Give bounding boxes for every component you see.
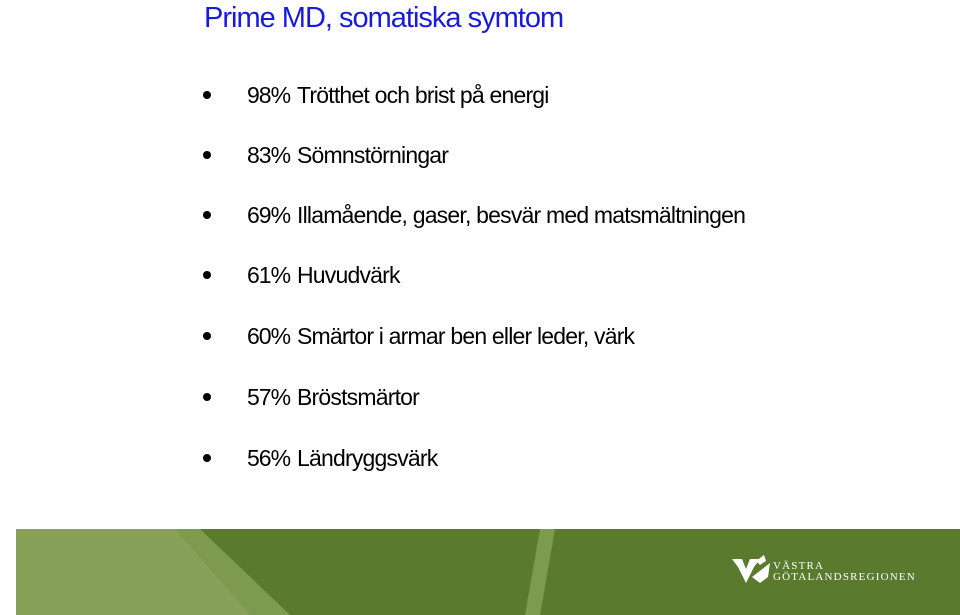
bullet-dot-icon xyxy=(203,271,211,279)
bullet-dot-icon xyxy=(203,151,211,159)
bullet-percent: 57% xyxy=(247,384,291,410)
logo-text-line2: GÖTALANDSREGIONEN xyxy=(773,571,916,583)
footer-left-panel xyxy=(0,529,16,615)
bullet-percent: 61% xyxy=(247,262,291,288)
logo-text-line1: VÄSTRA xyxy=(773,560,825,572)
bullet-percent: 83% xyxy=(247,142,291,168)
bullet-dot-icon xyxy=(203,211,211,219)
bullet-dot-icon xyxy=(203,393,211,401)
bullet-label: Smärtor i armar ben eller leder, värk xyxy=(297,323,635,349)
bullet-label: Trötthet och brist på energi xyxy=(297,82,549,108)
bullet-item xyxy=(0,80,960,110)
bullet-label: Sömnstörningar xyxy=(297,142,449,168)
bullet-item xyxy=(0,321,960,351)
bullet-item xyxy=(0,140,960,170)
bullet-percent: 69% xyxy=(247,202,291,228)
bullet-item xyxy=(0,200,960,230)
bullet-item xyxy=(0,260,960,290)
bullet-dot-icon xyxy=(203,91,211,99)
bullet-label: Bröstsmärtor xyxy=(297,384,420,410)
bullet-percent: 56% xyxy=(247,445,291,471)
bullet-item xyxy=(0,382,960,412)
bullet-percent: 98% xyxy=(247,82,291,108)
bullet-percent: 60% xyxy=(247,323,291,349)
bullet-item xyxy=(0,443,960,473)
slide-title: Prime MD, somatiska symtom xyxy=(204,2,564,34)
bullet-label: Ländryggsvärk xyxy=(297,445,438,471)
bullet-dot-icon xyxy=(203,332,211,340)
bullet-dot-icon xyxy=(203,454,211,462)
bullet-label: Illamående, gaser, besvär med matsmältningen xyxy=(297,202,746,228)
bullet-label: Huvudvärk xyxy=(297,262,400,288)
